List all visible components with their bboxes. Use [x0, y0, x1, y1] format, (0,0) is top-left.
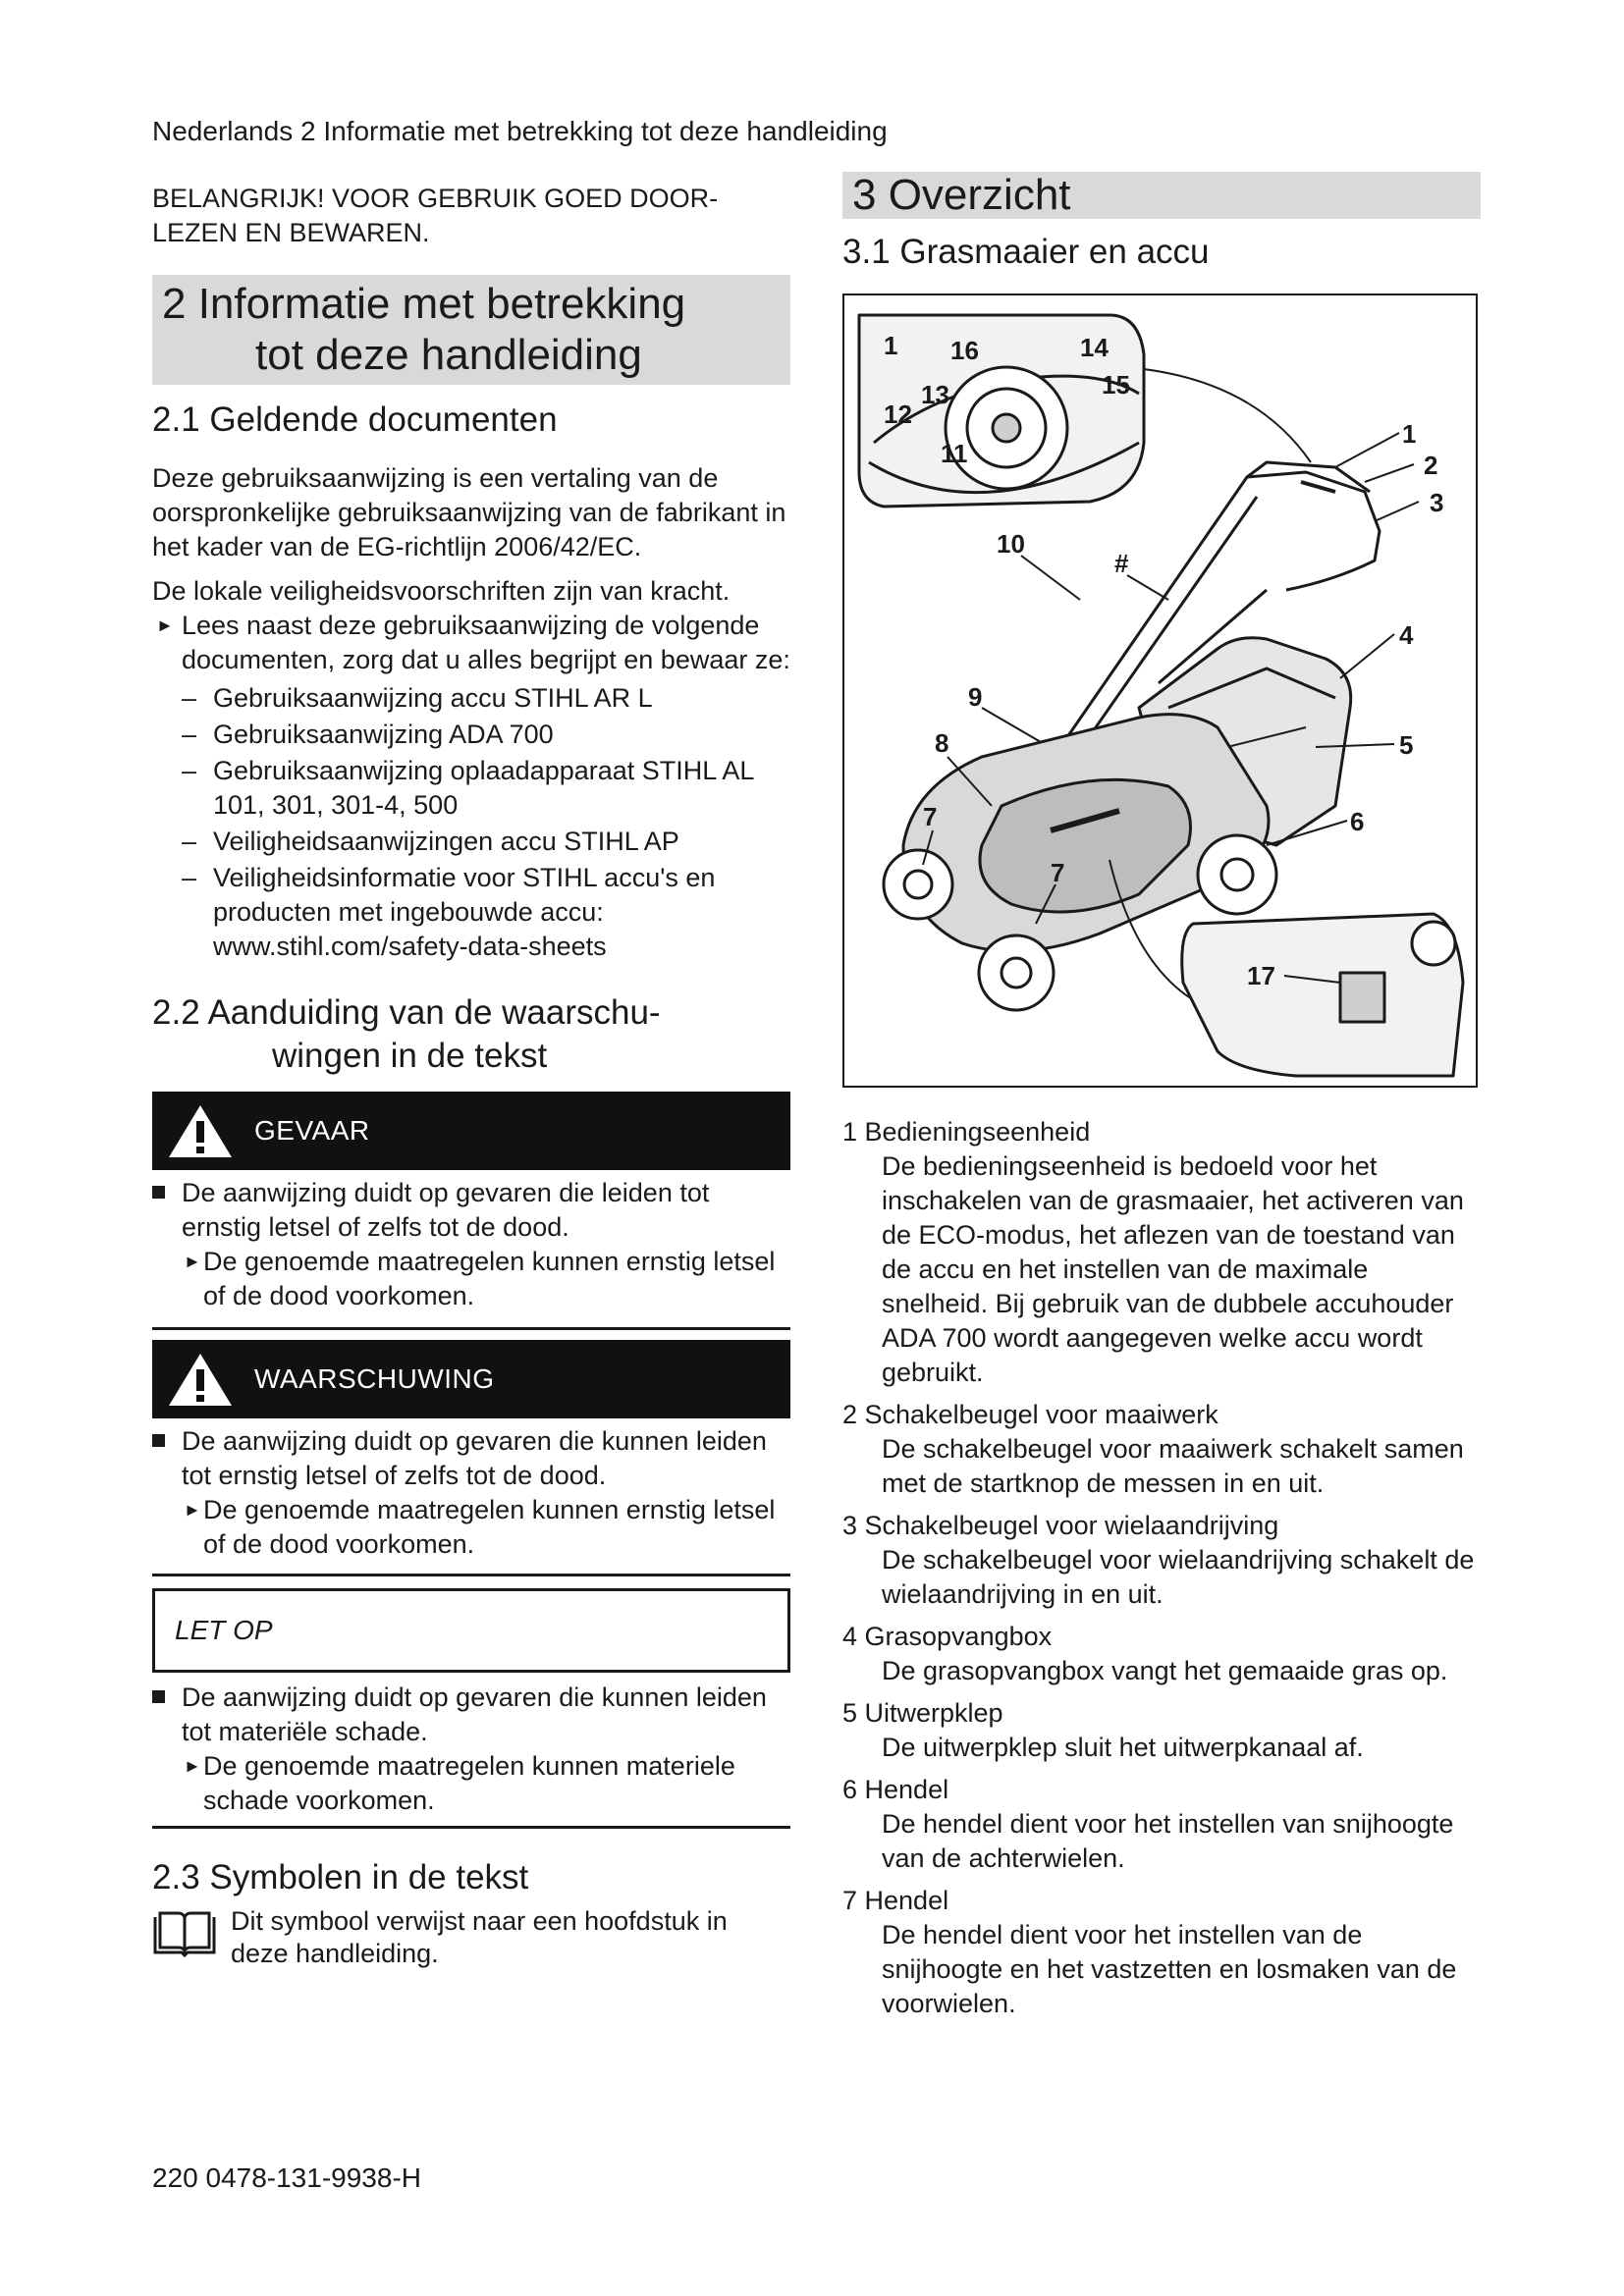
document-item: – Gebruiksaanwijzing ADA 700 — [182, 720, 554, 749]
callout-15: 15 — [1102, 370, 1130, 400]
callout-3: 3 — [1430, 488, 1444, 517]
section-2-2-title-line-2: wingen in de tekst — [272, 1037, 548, 1075]
callout-4: 4 — [1399, 620, 1414, 650]
arrow-marker-icon: ► — [184, 1500, 201, 1520]
notice-action-text: De genoemde maatregelen kunnen materiele schade voorkomen. — [203, 1751, 735, 1815]
warning-triangle-icon — [166, 1350, 235, 1409]
section-2-2-title-line-1: 2.2 Aanduiding van de waarschu- — [152, 993, 661, 1032]
legend-desc-7: De hendel dient voor het instellen van de snijhoogte en het vastzetten en losmaken van de voorwielen. — [882, 1920, 1457, 2018]
lawnmower-illustration — [844, 295, 1476, 1086]
callout-1: 1 — [1402, 419, 1417, 449]
important-notice — [152, 182, 790, 250]
warning-label: WAARSCHUWING — [254, 1363, 495, 1394]
callout-5: 5 — [1399, 730, 1414, 760]
callout-10: 10 — [997, 529, 1025, 559]
legend-desc-5: De uitwerpklep sluit het uitwerpkanaal af. — [882, 1733, 1364, 1762]
section-2-1-paragraph-1: Deze gebruiksaanwijzing is een vertaling van de oorspronkelijke gebruiksaanwijzing van de fabrikant in het kader van de EG-richtlijn 2006/42/EC. — [152, 463, 786, 561]
callout-17: 17 — [1247, 961, 1275, 990]
document-item-text: Gebruiksaanwijzing oplaadapparaat STIHL AL 101, 301, 301-4, 500 — [213, 756, 754, 820]
document-item: – Gebruiksaanwijzing accu STIHL AR L — [182, 683, 653, 713]
book-icon — [152, 1909, 217, 1958]
document-item-text: Gebruiksaanwijzing accu STIHL AR L — [213, 683, 653, 713]
warning-banner — [152, 1340, 790, 1418]
legend-desc-4: De grasopvangbox vangt het gemaaide gras op. — [882, 1656, 1448, 1685]
legend-title-6: 6 Hendel — [842, 1775, 949, 1804]
divider — [152, 1826, 790, 1829]
bullet-square-icon — [152, 1186, 165, 1199]
documents-list — [182, 681, 790, 964]
divider — [152, 1327, 790, 1330]
callout-12: 12 — [884, 400, 912, 429]
document-item: – Gebruiksaanwijzing oplaadapparaat STIHL AL 101, 301, 301-4, 500 — [182, 756, 754, 820]
notice-point — [152, 1681, 790, 1749]
section-2-1-title: 2.1 Geldende documenten — [152, 400, 558, 439]
callout-7: 7 — [1051, 858, 1065, 887]
lawnmower-figure — [842, 294, 1478, 1088]
section-2-3-title: 2.3 Symbolen in de tekst — [152, 1858, 529, 1896]
important-line-1: BELANGRIJK! VOOR GEBRUIK GOED DOOR- — [152, 184, 719, 213]
callout-8: 8 — [935, 728, 949, 758]
notice-box — [152, 1588, 790, 1673]
warning-action — [152, 1493, 790, 1562]
legend-desc-6: De hendel dient voor het instellen van snijhoogte van de achterwielen. — [882, 1809, 1454, 1873]
bullet-square-icon — [152, 1434, 165, 1447]
document-item-text: Gebruiksaanwijzing ADA 700 — [213, 720, 554, 749]
chapter-2-heading — [152, 275, 790, 385]
warning-triangle-icon — [166, 1101, 235, 1160]
document-item: – Veiligheidsaanwijzingen accu STIHL AP — [182, 827, 679, 856]
arrow-marker-icon: ► — [156, 615, 174, 635]
danger-point — [152, 1176, 790, 1245]
legend-desc-1: De bedieningseenheid is bedoeld voor het inschakelen van de grasmaaier, het activeren van de ECO-modus, het aflezen van de toestand van de accu en het instellen van de maximale snelheid. Bij gebruik van de dubbele accuhouder ADA 700 wordt aangegeven welke accu wordt gebruikt. — [882, 1151, 1464, 1387]
callout-14: 14 — [1080, 333, 1109, 362]
symbol-description: Dit symbool verwijst naar een hoofdstuk in deze handleiding. — [231, 1906, 728, 1968]
right-column — [842, 172, 1481, 2029]
divider — [152, 1574, 790, 1576]
document-item-text: Veiligheidsaanwijzingen accu STIHL AP — [213, 827, 679, 856]
callout-11: 11 — [941, 439, 968, 468]
legend-title-2: 2 Schakelbeugel voor maaiwerk — [842, 1400, 1218, 1429]
danger-action — [152, 1245, 790, 1313]
running-head: Nederlands 2 Informatie met betrekking tot deze handleiding — [152, 116, 888, 146]
legend-title-1: 1 Bedieningseenheid — [842, 1117, 1091, 1147]
callout-6: 6 — [1350, 807, 1365, 836]
legend-title-4: 4 Grasopvangbox — [842, 1622, 1053, 1651]
warning-point-text: De aanwijzing duidt op gevaren die kunnen leiden tot ernstig letsel of zelfs tot de dood. — [182, 1426, 767, 1490]
legend-title-7: 7 Hendel — [842, 1886, 949, 1915]
callout-16: 16 — [950, 336, 979, 365]
warning-point — [152, 1424, 790, 1493]
danger-label: GEVAAR — [254, 1115, 370, 1146]
legend-desc-2: De schakelbeugel voor maaiwerk schakelt samen met de startknop de messen in en uit. — [882, 1434, 1464, 1498]
callout-1-inset: 1 — [884, 331, 898, 360]
chapter-3-heading: 3 Overzicht — [842, 172, 1481, 219]
page-footer: 220 0478-131-9938-H — [152, 2163, 421, 2193]
chapter-2-heading-line-2: tot deze handleiding — [255, 331, 642, 379]
important-line-2: LEZEN EN BEWAREN. — [152, 218, 430, 247]
legend-list — [842, 1115, 1481, 2021]
notice-action — [152, 1749, 790, 1818]
section-3-1-title: 3.1 Grasmaaier en accu — [842, 233, 1210, 271]
chapter-2-heading-line-1: 2 Informatie met betrekking — [162, 280, 686, 328]
document-item-text: Veiligheidsinformatie voor STIHL accu's en producten met ingebouwde accu: www.stihl.com/safety-data-sheets — [213, 863, 716, 961]
arrow-marker-icon: ► — [184, 1756, 201, 1776]
instruction-item — [152, 609, 790, 677]
symbol-row — [152, 1905, 790, 1970]
arrow-marker-icon: ► — [184, 1252, 201, 1271]
callout-hash: # — [1114, 549, 1129, 578]
section-2-1-paragraph-2: De lokale veiligheidsvoorschriften zijn van kracht. — [152, 576, 731, 606]
left-column — [152, 182, 790, 1970]
legend-desc-3: De schakelbeugel voor wielaandrijving schakelt de wielaandrijving in en uit. — [882, 1545, 1475, 1609]
notice-label: LET OP — [175, 1615, 273, 1645]
bullet-square-icon — [152, 1690, 165, 1703]
warning-action-text: De genoemde maatregelen kunnen ernstig letsel of de dood voorkomen. — [203, 1495, 776, 1559]
legend-title-3: 3 Schakelbeugel voor wielaandrijving — [842, 1511, 1279, 1540]
danger-point-text: De aanwijzing duidt op gevaren die leiden tot ernstig letsel of zelfs tot de dood. — [182, 1178, 710, 1242]
instruction-text: Lees naast deze gebruiksaanwijzing de volgende documenten, zorg dat u alles begrijpt en bewaar ze: — [182, 611, 790, 674]
legend-title-5: 5 Uitwerpklep — [842, 1698, 1003, 1728]
document-item: – Veiligheidsinformatie voor STIHL accu's en producten met ingebouwde accu: www.stihl.com/safety-data-sheets — [182, 863, 716, 961]
danger-action-text: De genoemde maatregelen kunnen ernstig letsel of de dood voorkomen. — [203, 1247, 776, 1310]
callout-13: 13 — [921, 380, 949, 409]
section-2-2-title — [152, 991, 790, 1078]
callout-7-front: 7 — [923, 802, 938, 831]
callout-2: 2 — [1424, 451, 1438, 480]
callout-9: 9 — [968, 682, 983, 712]
notice-point-text: De aanwijzing duidt op gevaren die kunnen leiden tot materiële schade. — [182, 1682, 767, 1746]
danger-banner — [152, 1092, 790, 1170]
